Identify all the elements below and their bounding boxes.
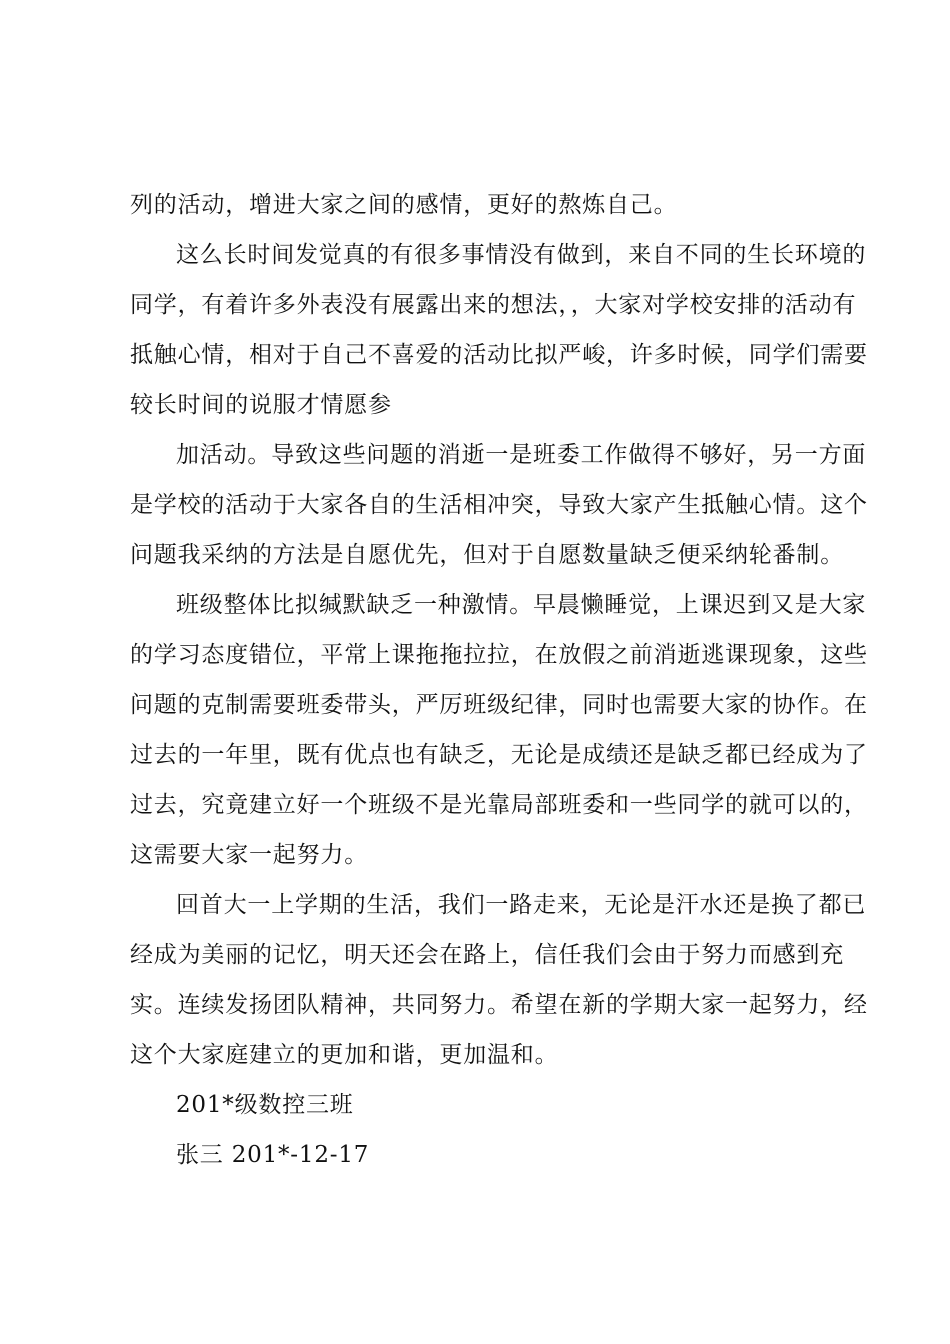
paragraph-4 xyxy=(130,580,868,880)
signature-class-name: 201*级数控三班 xyxy=(176,1092,354,1118)
paragraph-line: 过去的一年里，既有优点也有缺乏，无论是成绩还是缺乏都已经成为了 xyxy=(130,742,868,768)
paragraph-line: 班级整体比拟缄默缺乏一种激情。早晨懒睡觉，上课迟到又是大家 xyxy=(176,592,867,618)
paragraph-line: 抵触心情，相对于自己不喜爱的活动比拟严峻，许多时候，同学们需要 xyxy=(130,342,868,368)
paragraph-line: 问题的克制需要班委带头，严厉班级纪律，同时也需要大家的协作。在 xyxy=(130,692,868,718)
paragraph-line: 经成为美丽的记忆，明天还会在路上，信任我们会由于努力而感到充 xyxy=(130,942,844,968)
paragraph-line: 这么长时间发觉真的有很多事情没有做到，来自不同的生长环境的 xyxy=(176,242,867,268)
paragraph-line: 的学习态度错位，平常上课拖拖拉拉，在放假之前消逝逃课现象，这些 xyxy=(130,642,868,668)
paragraph-line: 问题我采纳的方法是自愿优先，但对于自愿数量缺乏便采纳轮番制。 xyxy=(130,542,844,568)
paragraph-line: 加活动。导致这些问题的消逝一是班委工作做得不够好，另一方面 xyxy=(176,442,867,468)
paragraph-line: 过去，究竟建立好一个班级不是光靠局部班委和一些同学的就可以的， xyxy=(130,792,868,818)
paragraph-5 xyxy=(130,880,868,1080)
paragraph-1 xyxy=(130,180,830,230)
signature-author xyxy=(130,1130,830,1180)
paragraph-2 xyxy=(130,230,868,430)
paragraph-3 xyxy=(130,430,868,580)
paragraph-line: 是学校的活动于大家各自的生活相冲突，导致大家产生抵触心情。这个 xyxy=(130,492,868,518)
paragraph-line: 较长时间的说服才情愿参 xyxy=(130,392,392,418)
paragraph-line: 这需要大家一起努力。 xyxy=(130,842,368,868)
paragraph-line: 列的活动，增进大家之间的感情，更好的熬炼自己。 xyxy=(130,192,678,218)
paragraph-line: 实。连续发扬团队精神，共同努力。希望在新的学期大家一起努力，经 xyxy=(130,992,868,1018)
signature-author-date: 张三 201*-12-17 xyxy=(176,1142,370,1168)
paragraph-line: 回首大一上学期的生活，我们一路走来，无论是汗水还是换了都已 xyxy=(176,892,867,918)
paragraph-line: 这个大家庭建立的更加和谐，更加温和。 xyxy=(130,1042,559,1068)
signature-class xyxy=(130,1080,830,1130)
paragraph-line: 同学，有着许多外表没有展露出来的想法，，大家对学校安排的活动有 xyxy=(130,292,857,318)
